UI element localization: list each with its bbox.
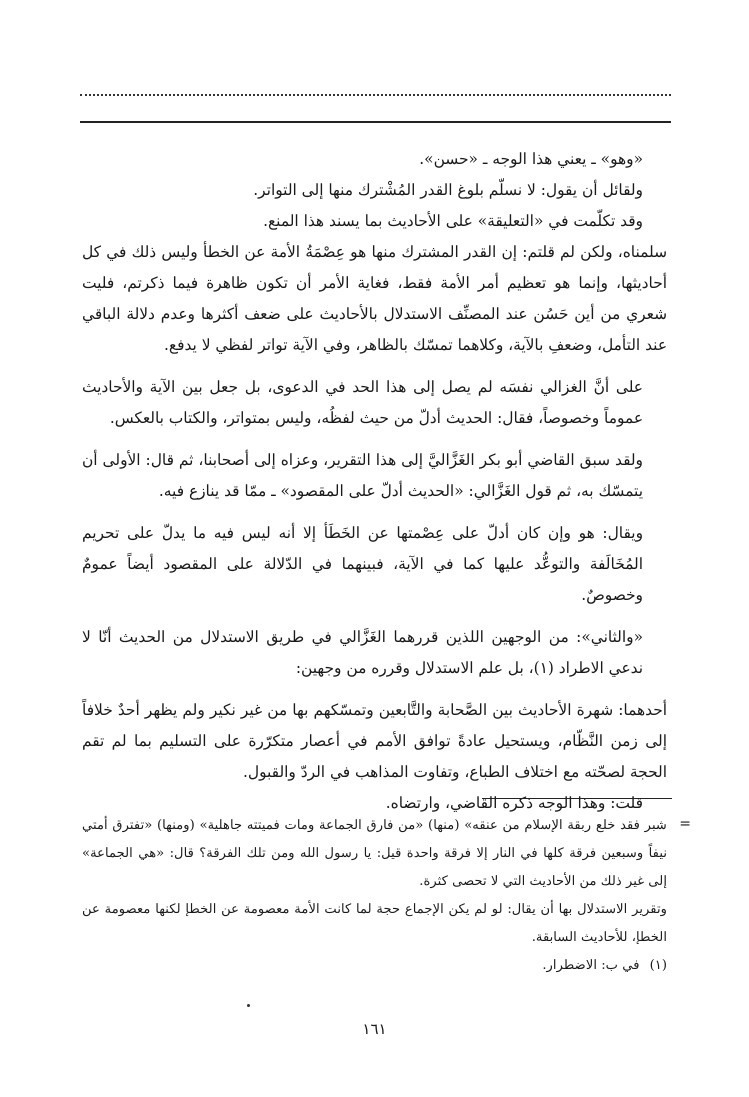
continuation-marker: = (679, 816, 691, 832)
paragraph: سلمناه، ولكن لم قلتم: إن القدر المشترك منها هو عِصْمَةُ الأمة عن الخطأ وليس ذلك في كل أحاديثها، وإنما هو تعظيم أمر الأمة فقط، فغاية الأمر أن تكون ظاهرة فيما ذكرتم، فليت شعري من أين حَسُن عند المصنِّف الاستدلال بالأحاديث على ضعف أكثرها وعدم دلالة الباقي عند التأمل، وضعفِ بالآية، وكلاهما تمسّك بالظاهر، وفي الآية تواتر لفظي لا يدفع. (82, 243, 667, 354)
paragraph: أحدهما: شهرة الأحاديث بين الصَّحابة والتَّابعين وتمسّكهم بها من غير نكير ولم يظهر أحدٌ خلافاً إلى زمن النَّظّام، ويستحيل عادةً توافق الأمم في أعصار متكرّرة على التسليم بما لم تقم الحجة لصحّته مع اختلاف الطباع، وتفاوت المذاهب في الردّ والقبول. (82, 701, 667, 781)
paragraph: وقد تكلّمت في «التعليقة» على الأحاديث بما يسند هذا المنع. (263, 212, 643, 230)
paragraph: ولقد سبق القاضي أبو بكر الغَزَّاليَّ إلى هذا التقرير، وعزاه إلى أصحابنا، ثم قال: الأولى أن يتمسّك به، ثم قول الغَزَّالي: «الحديث أدلّ على المقصود» ـ ممّا قد ينازع فيه. (82, 451, 643, 500)
paragraph: ويقال: هو وإن كان أدلّ على عِصْمتها عن الخَطَأ إلا أنه ليس فيه ما يدلّ على تحريم المُخَالَفة والتوعُّد عليها كما في الآية، فبينهما في الدّلالة على المقصود أيضاً عمومٌ وخصوصٌ. (82, 524, 643, 604)
paragraph: «والثاني»: من الوجهين اللذين قررهما الغَزَّالي في طريق الاستدلال من الحديث أنّا لا ندعي الاطراد (١)، بل علم الاستدلال وقرره من وجهين: (82, 628, 643, 677)
footnote-rule (482, 798, 672, 799)
paragraph: «وهو» ـ يعني هذا الوجه ـ «حسن». (419, 150, 643, 168)
paragraph: ولقائل أن يقول: لا نسلّم بلوغ القدر المُشْترك منها إلى التواتر. (253, 181, 643, 199)
main-text (82, 144, 667, 819)
footnotes (82, 812, 667, 980)
header-dotted-line (80, 94, 671, 102)
footnote-text: في ب: الاضطرار. (542, 958, 640, 973)
header-rule (80, 121, 671, 123)
paragraph: على أنَّ الغزالي نفسَه لم يصل إلى هذا الحد في الدعوى، بل جعل بين الآية والأحاديث عموماً وخصوصاً، فقال: الحديث أدلّ من حيث لفظُه، وليس بمتواتر، والكتاب بالعكس. (82, 378, 643, 427)
paragraph: قلت: وهذا الوجه ذكره القاضي، وارتضاه. (385, 794, 643, 812)
stray-dot (247, 1004, 250, 1007)
footnote-number: (١) (649, 958, 667, 973)
footnote-1 (82, 952, 667, 980)
page-number: ١٦١ (362, 1020, 387, 1038)
footnote-continued: شبر فقد خلع ربقة الإسلام من عنقه» (منها) «من فارق الجماعة ومات فميتته جاهلية» (ومنها) «تفترق أمتي نيفاً وسبعين فرقة كلها في النار إلا فرقة واحدة قيل: يا رسول الله ومن تلك الفرقة؟ قال: «هي الجماعة» إلى غير ذلك من الأحاديث التي لا تحصى كثرة. (82, 818, 667, 889)
footnote-text: وتقرير الاستدلال بها أن يقال: لو لم يكن الإجماع حجة لما كانت الأمة معصومة عن الخطإ لكنها معصومة عن الخطإ، للأحاديث السابقة. (82, 902, 667, 945)
